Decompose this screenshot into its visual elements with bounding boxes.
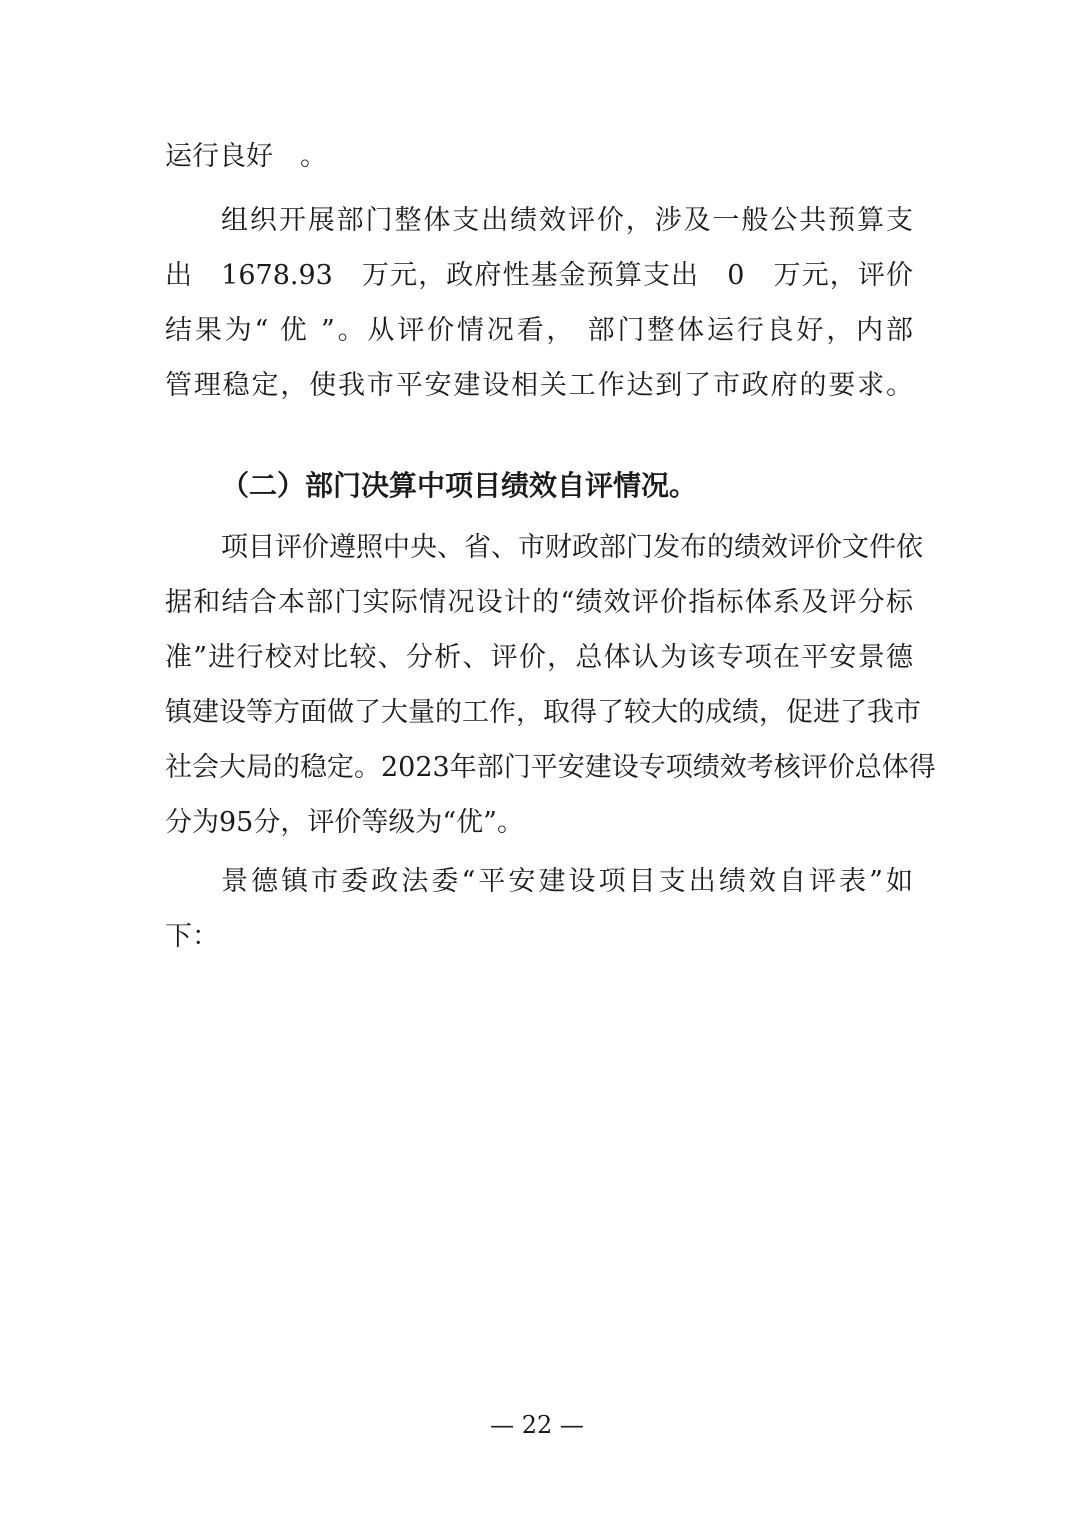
paragraph-3-line-2: 据和结合本部门实际情况设计的“绩效评价指标体系及评分标	[165, 587, 913, 618]
page-number: — 22 —	[490, 1411, 584, 1439]
paragraph-4-line-1: 景德镇市委政法委“平安建设项目支出绩效自评表”如	[221, 866, 913, 897]
paragraph-3-line-4: 镇建设等方面做了大量的工作，取得了较大的成绩，促进了我市	[165, 697, 921, 728]
paragraph-3-line-5: 社会大局的稳定。2023年部门平安建设专项绩效考核评价总体得	[165, 752, 936, 783]
paragraph-2-line-1: 组织开展部门整体支出绩效评价，涉及一般公共预算支	[221, 205, 913, 236]
paragraph-1-line-1: 运行良好 。	[165, 141, 327, 172]
paragraph-2-line-2: 出 1678.93 万元，政府性基金预算支出 0 万元，评价	[165, 260, 913, 291]
paragraph-4-line-2: 下：	[165, 921, 219, 952]
paragraph-3-line-3: 准”进行校对比较、分析、评价，总体认为该专项在平安景德	[165, 642, 913, 673]
paragraph-3-line-1: 项目评价遵照中央、省、市财政部门发布的绩效评价文件依	[221, 532, 923, 563]
paragraph-2-line-3: 结果为“ 优 ”。从评价情况看， 部门整体运行良好，内部	[165, 315, 913, 346]
paragraph-2-line-4: 管理稳定，使我市平安建设相关工作达到了市政府的要求。	[165, 370, 913, 401]
paragraph-3-line-6: 分为95分，评价等级为“优”。	[165, 807, 524, 838]
section-heading: （二）部门决算中项目绩效自评情况。	[221, 469, 698, 502]
